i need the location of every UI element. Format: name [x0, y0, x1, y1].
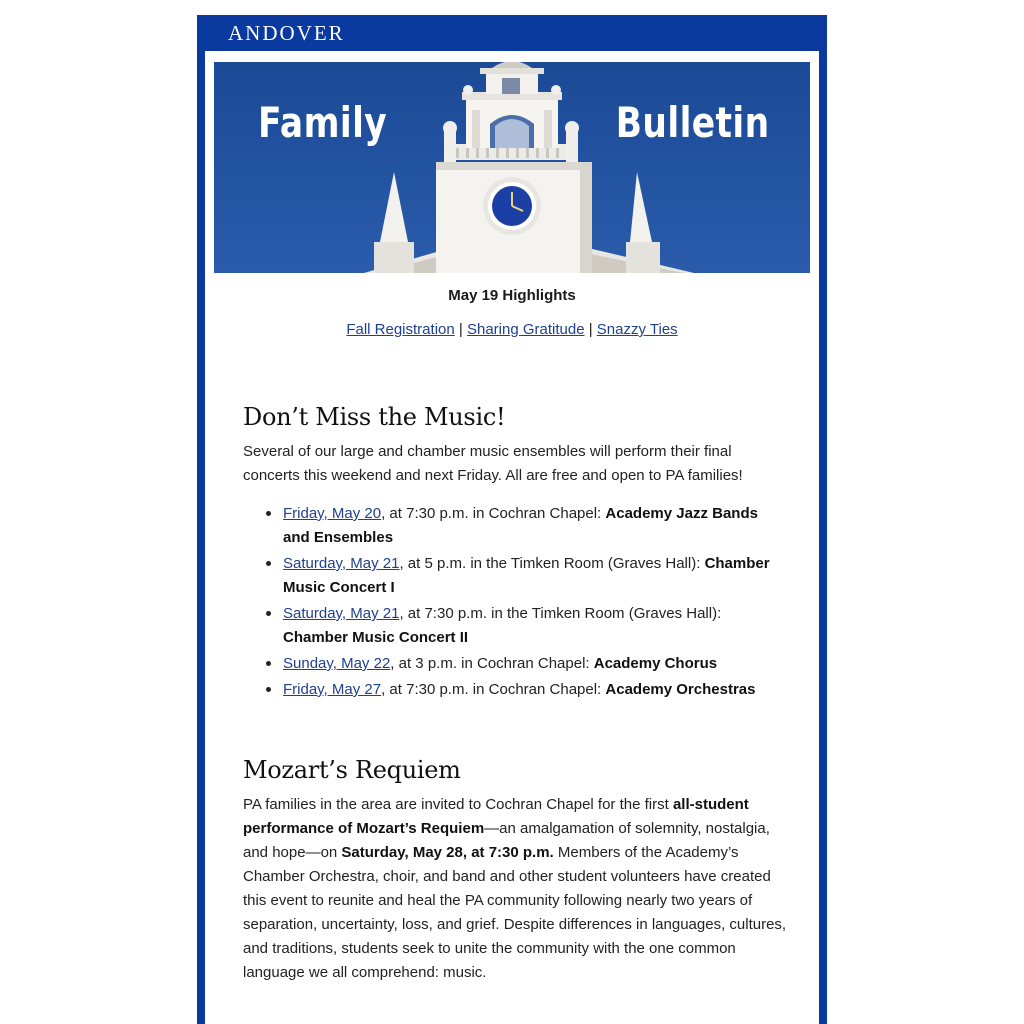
- concert-date-link[interactable]: Sunday, May 22: [283, 655, 391, 672]
- hero-title-family: Family: [258, 98, 388, 147]
- concert-item: [283, 676, 788, 702]
- music-article-title: Don’t Miss the Music!: [243, 403, 506, 431]
- requiem-text: —an amalgamation of solemnity, nostalgia, and hope—on: [243, 820, 770, 861]
- requiem-article-body: [243, 793, 788, 985]
- link-fall-registration[interactable]: Fall Registration: [346, 321, 455, 338]
- concert-name: Academy Jazz Bands and Ensembles: [283, 505, 758, 546]
- hero-title-bulletin: Bulletin: [616, 98, 770, 147]
- concert-date-link[interactable]: Saturday, May 21: [283, 605, 400, 622]
- concert-item: [283, 500, 788, 550]
- requiem-highlight: all-student performance of Mozart’s Requiem: [243, 796, 749, 837]
- concert-name: Chamber Music Concert I: [283, 555, 770, 596]
- link-separator: |: [588, 321, 593, 338]
- concert-item: [283, 550, 788, 600]
- highlights-title: May 19 Highlights: [448, 287, 576, 304]
- concert-item: [283, 600, 788, 650]
- link-separator: |: [458, 321, 463, 338]
- concert-date-link[interactable]: Friday, May 27: [283, 681, 382, 698]
- andover-logo[interactable]: ANDOVER: [228, 21, 345, 45]
- concert-date-link[interactable]: Friday, May 20: [283, 505, 382, 522]
- header-bar: [197, 15, 827, 51]
- concert-list: [243, 500, 788, 702]
- requiem-date: Saturday, May 28, at 7:30 p.m.: [341, 844, 554, 861]
- link-snazzy-ties[interactable]: Snazzy Ties: [596, 321, 678, 338]
- requiem-text: PA families in the area are invited to Cochran Chapel for the first: [243, 796, 673, 813]
- concert-detail: , at 5 p.m. in the Timken Room (Graves Hall):: [399, 555, 705, 572]
- music-article-intro: Several of our large and chamber music ensembles will perform their final concerts this weekend and next Friday. All are free and open to PA families!: [243, 443, 743, 484]
- concert-date-link[interactable]: Saturday, May 21: [283, 555, 400, 572]
- requiem-article-title: Mozart’s Requiem: [243, 756, 461, 784]
- hero-banner: [214, 62, 810, 273]
- bulletin-frame: [197, 15, 827, 1024]
- requiem-text: Members of the Academy’s Chamber Orchestra, choir, and band and other student volunteers have created this event to reunite and heal the PA community following nearly two years of separation, uncertainty, loss, and grief. Despite differences in languages, cultures, and traditions, students seek to unite the community with the one common language we all comprehend: music.: [243, 844, 787, 981]
- bulletin-content: [205, 51, 819, 1024]
- concert-name: Academy Orchestras: [605, 681, 756, 698]
- requiem-article: [243, 756, 788, 985]
- concert-detail: , at 7:30 p.m. in Cochran Chapel:: [381, 505, 606, 522]
- concert-detail: , at 3 p.m. in Cochran Chapel:: [390, 655, 594, 672]
- music-article: [243, 403, 788, 702]
- concert-name: Academy Chorus: [593, 655, 718, 672]
- concert-name: Chamber Music Concert II: [283, 629, 469, 646]
- concert-detail: , at 7:30 p.m. in Cochran Chapel:: [381, 681, 606, 698]
- link-sharing-gratitude[interactable]: Sharing Gratitude: [466, 321, 585, 338]
- highlight-links: [205, 321, 819, 338]
- concert-item: [283, 650, 788, 676]
- clock-tower-image: [214, 62, 810, 273]
- concert-detail: , at 7:30 p.m. in the Timken Room (Graves Hall):: [399, 605, 722, 622]
